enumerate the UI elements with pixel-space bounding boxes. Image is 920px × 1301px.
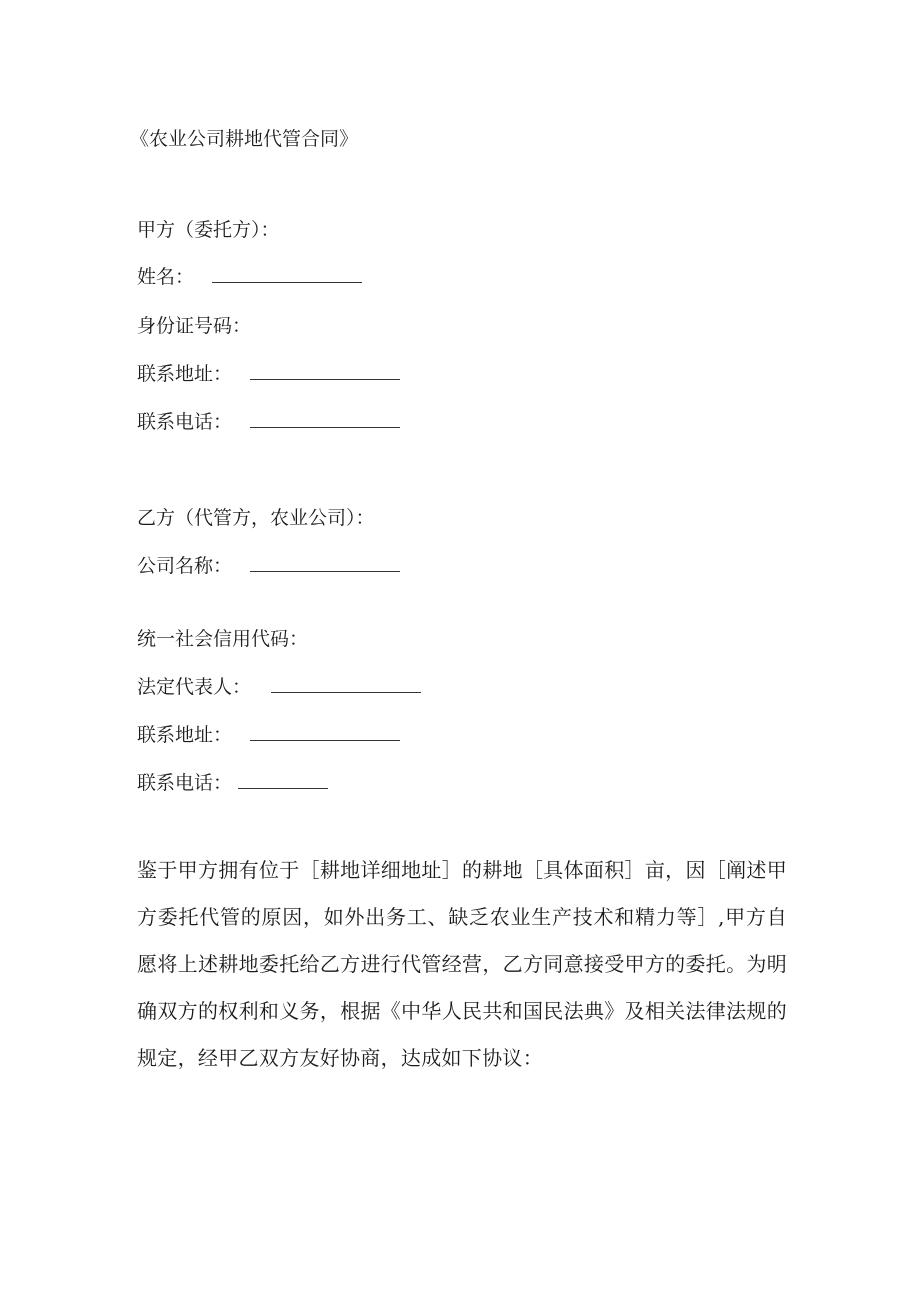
party-b-company-row	[137, 555, 400, 577]
party-b-address-blank	[250, 724, 400, 741]
party-b-company-blank	[250, 555, 400, 572]
party-a-address-row	[137, 363, 400, 385]
party-b-phone-label: 联系电话：	[137, 772, 233, 794]
party-b-company-label: 公司名称：	[137, 555, 233, 577]
party-b-heading: 乙方（代管方，农业公司）：	[137, 507, 375, 529]
document-title: 《农业公司耕地代管合同》	[130, 128, 359, 150]
party-a-heading: 甲方（委托方）：	[137, 219, 280, 241]
party-a-phone-label: 联系电话：	[137, 411, 233, 433]
party-b-legal-rep-blank	[271, 676, 421, 693]
party-b-address-label: 联系地址：	[137, 724, 233, 746]
party-b-phone-blank	[238, 772, 328, 789]
party-b-credit-code-label: 统一社会信用代码：	[137, 628, 309, 650]
party-b-phone-row	[137, 772, 328, 794]
party-a-name-blank	[212, 266, 362, 283]
party-a-phone-blank	[250, 411, 400, 428]
party-a-address-blank	[250, 363, 400, 380]
party-b-address-row	[137, 724, 400, 746]
preamble-paragraph: 鉴于甲方拥有位于［耕地详细地址］的耕地［具体面积］亩，因［阐述甲方委托代管的原因，如外出务工、缺乏农业生产技术和精力等］,甲方自愿将上述耕地委托给乙方进行代管经营，乙方同意接受甲方的委托。为明确双方的权利和义务，根据《中华人民共和国民法典》及相关法律法规的规定，经甲乙双方友好协商，达成如下协议：	[137, 858, 787, 1070]
party-a-phone-row	[137, 411, 400, 433]
party-a-name-label: 姓名：	[137, 266, 195, 288]
party-a-id-label: 身份证号码：	[137, 315, 252, 337]
party-a-name-row	[137, 266, 362, 288]
party-b-legal-rep-row	[137, 676, 421, 698]
party-a-address-label: 联系地址：	[137, 363, 233, 385]
party-b-legal-rep-label: 法定代表人：	[137, 676, 252, 698]
